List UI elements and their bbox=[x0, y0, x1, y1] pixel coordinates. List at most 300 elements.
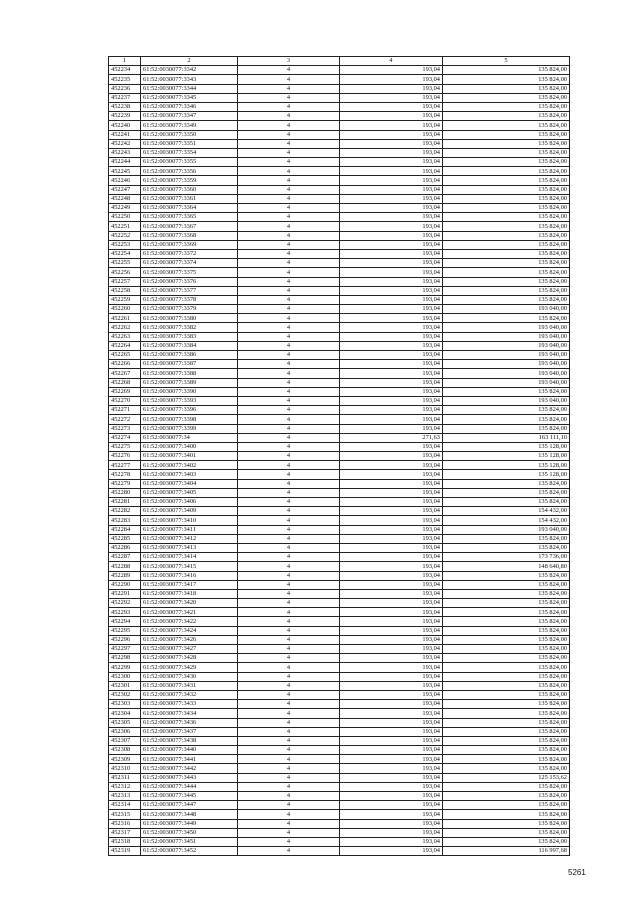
value-cell: 135 824,00 bbox=[443, 498, 570, 507]
value-cell: 193 040,00 bbox=[443, 341, 570, 350]
code-cell: 4 bbox=[238, 176, 340, 185]
row-number-cell: 452281 bbox=[109, 498, 141, 507]
table-row bbox=[109, 323, 570, 332]
table-row bbox=[109, 645, 570, 654]
value-cell: 193 040,00 bbox=[443, 305, 570, 314]
row-number-cell: 452267 bbox=[109, 369, 141, 378]
area-cell: 193,04 bbox=[340, 736, 443, 745]
cadastral-number-cell: 61:52:0030077:3427 bbox=[141, 645, 238, 654]
code-cell: 4 bbox=[238, 562, 340, 571]
area-cell: 193,04 bbox=[340, 571, 443, 580]
row-number-cell: 452237 bbox=[109, 93, 141, 102]
code-cell: 4 bbox=[238, 84, 340, 93]
table-row bbox=[109, 139, 570, 148]
table-row bbox=[109, 700, 570, 709]
cadastral-number-cell: 61:52:0030077:3437 bbox=[141, 727, 238, 736]
row-number-cell: 452316 bbox=[109, 819, 141, 828]
row-number-cell: 452279 bbox=[109, 479, 141, 488]
column-header-4: 4 bbox=[340, 57, 443, 66]
code-cell: 4 bbox=[238, 479, 340, 488]
row-number-cell: 452317 bbox=[109, 828, 141, 837]
cadastral-number-cell: 61:52:0030077:3377 bbox=[141, 286, 238, 295]
row-number-cell: 452235 bbox=[109, 75, 141, 84]
row-number-cell: 452256 bbox=[109, 268, 141, 277]
value-cell: 135 824,00 bbox=[443, 782, 570, 791]
code-cell: 4 bbox=[238, 424, 340, 433]
row-number-cell: 452254 bbox=[109, 249, 141, 258]
row-number-cell: 452250 bbox=[109, 213, 141, 222]
value-cell: 135 824,00 bbox=[443, 277, 570, 286]
cadastral-number-cell: 61:52:0030077:3384 bbox=[141, 341, 238, 350]
row-number-cell: 452301 bbox=[109, 681, 141, 690]
value-cell: 135 824,00 bbox=[443, 718, 570, 727]
cadastral-number-cell: 61:52:0030077:3448 bbox=[141, 810, 238, 819]
code-cell: 4 bbox=[238, 782, 340, 791]
row-number-cell: 452305 bbox=[109, 718, 141, 727]
code-cell: 4 bbox=[238, 580, 340, 589]
area-cell: 193,04 bbox=[340, 93, 443, 102]
table-row bbox=[109, 277, 570, 286]
value-cell: 193 040,00 bbox=[443, 369, 570, 378]
row-number-cell: 452284 bbox=[109, 525, 141, 534]
value-cell: 135 824,00 bbox=[443, 268, 570, 277]
value-cell: 193 040,00 bbox=[443, 332, 570, 341]
cadastral-number-cell: 61:52:0030077:3412 bbox=[141, 534, 238, 543]
area-cell: 193,04 bbox=[340, 837, 443, 846]
row-number-cell: 452291 bbox=[109, 589, 141, 598]
value-cell: 135 824,00 bbox=[443, 295, 570, 304]
row-number-cell: 452290 bbox=[109, 580, 141, 589]
code-cell: 4 bbox=[238, 277, 340, 286]
value-cell: 135 824,00 bbox=[443, 66, 570, 75]
code-cell: 4 bbox=[238, 672, 340, 681]
cadastral-number-cell: 61:52:0030077:3343 bbox=[141, 75, 238, 84]
row-number-cell: 452255 bbox=[109, 259, 141, 268]
value-cell: 135 824,00 bbox=[443, 801, 570, 810]
row-number-cell: 452248 bbox=[109, 194, 141, 203]
code-cell: 4 bbox=[238, 259, 340, 268]
cadastral-number-cell: 61:52:0030077:3406 bbox=[141, 498, 238, 507]
value-cell: 135 824,00 bbox=[443, 75, 570, 84]
table-row bbox=[109, 837, 570, 846]
code-cell: 4 bbox=[238, 589, 340, 598]
value-cell: 135 824,00 bbox=[443, 571, 570, 580]
area-cell: 193,04 bbox=[340, 681, 443, 690]
area-cell: 193,04 bbox=[340, 231, 443, 240]
row-number-cell: 452276 bbox=[109, 452, 141, 461]
code-cell: 4 bbox=[238, 819, 340, 828]
value-cell: 135 824,00 bbox=[443, 543, 570, 552]
cadastral-number-cell: 61:52:0030077:3350 bbox=[141, 130, 238, 139]
table-row bbox=[109, 617, 570, 626]
code-cell: 4 bbox=[238, 755, 340, 764]
table-row bbox=[109, 562, 570, 571]
cadastral-number-cell: 61:52:0030077:3405 bbox=[141, 488, 238, 497]
row-number-cell: 452319 bbox=[109, 847, 141, 856]
value-cell: 135 128,00 bbox=[443, 452, 570, 461]
row-number-cell: 452253 bbox=[109, 240, 141, 249]
row-number-cell: 452311 bbox=[109, 773, 141, 782]
area-cell: 193,04 bbox=[340, 810, 443, 819]
table-row bbox=[109, 461, 570, 470]
value-cell: 135 824,00 bbox=[443, 130, 570, 139]
area-cell: 193,04 bbox=[340, 442, 443, 451]
table-row bbox=[109, 654, 570, 663]
row-number-cell: 452274 bbox=[109, 433, 141, 442]
cadastral-number-cell: 61:52:0030077:3399 bbox=[141, 424, 238, 433]
area-cell: 193,04 bbox=[340, 139, 443, 148]
code-cell: 4 bbox=[238, 369, 340, 378]
area-cell: 193,04 bbox=[340, 332, 443, 341]
cadastral-number-cell: 61:52:0030077:3451 bbox=[141, 837, 238, 846]
cadastral-number-cell: 61:52:0030077:3404 bbox=[141, 479, 238, 488]
area-cell: 193,04 bbox=[340, 608, 443, 617]
table-row bbox=[109, 341, 570, 350]
code-cell: 4 bbox=[238, 268, 340, 277]
area-cell: 193,04 bbox=[340, 801, 443, 810]
code-cell: 4 bbox=[238, 690, 340, 699]
cadastral-number-cell: 61:52:0030077:3354 bbox=[141, 148, 238, 157]
value-cell: 135 824,00 bbox=[443, 314, 570, 323]
table-body bbox=[109, 66, 570, 856]
code-cell: 4 bbox=[238, 654, 340, 663]
code-cell: 4 bbox=[238, 488, 340, 497]
table-row bbox=[109, 240, 570, 249]
table-row bbox=[109, 801, 570, 810]
value-cell: 135 824,00 bbox=[443, 148, 570, 157]
area-cell: 193,04 bbox=[340, 240, 443, 249]
code-cell: 4 bbox=[238, 516, 340, 525]
area-cell: 193,04 bbox=[340, 782, 443, 791]
code-cell: 4 bbox=[238, 415, 340, 424]
cadastral-number-cell: 61:52:0030077:3431 bbox=[141, 681, 238, 690]
value-cell: 135 128,00 bbox=[443, 442, 570, 451]
column-header-2: 2 bbox=[141, 57, 238, 66]
row-number-cell: 452289 bbox=[109, 571, 141, 580]
code-cell: 4 bbox=[238, 139, 340, 148]
value-cell: 135 824,00 bbox=[443, 406, 570, 415]
table-row bbox=[109, 755, 570, 764]
code-cell: 4 bbox=[238, 102, 340, 111]
area-cell: 193,04 bbox=[340, 672, 443, 681]
value-cell: 135 824,00 bbox=[443, 645, 570, 654]
cadastral-number-cell: 61:52:0030077:3349 bbox=[141, 121, 238, 130]
code-cell: 4 bbox=[238, 599, 340, 608]
row-number-cell: 452313 bbox=[109, 792, 141, 801]
table-row bbox=[109, 369, 570, 378]
table-row bbox=[109, 396, 570, 405]
table-row bbox=[109, 167, 570, 176]
cadastral-number-cell: 61:52:0030077:3379 bbox=[141, 305, 238, 314]
table-row bbox=[109, 727, 570, 736]
code-cell: 4 bbox=[238, 608, 340, 617]
area-cell: 193,04 bbox=[340, 645, 443, 654]
area-cell: 193,04 bbox=[340, 213, 443, 222]
area-cell: 193,04 bbox=[340, 121, 443, 130]
area-cell: 193,04 bbox=[340, 755, 443, 764]
table-row bbox=[109, 580, 570, 589]
code-cell: 4 bbox=[238, 553, 340, 562]
code-cell: 4 bbox=[238, 387, 340, 396]
cadastral-number-cell: 61:52:0030077:3351 bbox=[141, 139, 238, 148]
code-cell: 4 bbox=[238, 498, 340, 507]
cadastral-number-cell: 61:52:0030077:3442 bbox=[141, 764, 238, 773]
cadastral-number-cell: 61:52:0030077:3359 bbox=[141, 176, 238, 185]
area-cell: 193,04 bbox=[340, 268, 443, 277]
area-cell: 193,04 bbox=[340, 130, 443, 139]
area-cell: 193,04 bbox=[340, 185, 443, 194]
table-row bbox=[109, 332, 570, 341]
area-cell: 193,04 bbox=[340, 773, 443, 782]
area-cell: 193,04 bbox=[340, 295, 443, 304]
area-cell: 193,04 bbox=[340, 378, 443, 387]
row-number-cell: 452294 bbox=[109, 617, 141, 626]
table-row bbox=[109, 764, 570, 773]
row-number-cell: 452263 bbox=[109, 332, 141, 341]
area-cell: 193,04 bbox=[340, 562, 443, 571]
area-cell: 193,04 bbox=[340, 194, 443, 203]
row-number-cell: 452300 bbox=[109, 672, 141, 681]
cadastral-number-cell: 61:52:0030077:3347 bbox=[141, 112, 238, 121]
row-number-cell: 452265 bbox=[109, 351, 141, 360]
cadastral-number-cell: 61:52:0030077:3368 bbox=[141, 231, 238, 240]
value-cell: 135 824,00 bbox=[443, 736, 570, 745]
cadastral-number-cell: 61:52:0030077:3410 bbox=[141, 516, 238, 525]
area-cell: 193,04 bbox=[340, 580, 443, 589]
value-cell: 135 824,00 bbox=[443, 599, 570, 608]
cadastral-number-cell: 61:52:0030077:3438 bbox=[141, 736, 238, 745]
value-cell: 135 824,00 bbox=[443, 700, 570, 709]
row-number-cell: 452277 bbox=[109, 461, 141, 470]
table-row bbox=[109, 295, 570, 304]
value-cell: 135 824,00 bbox=[443, 249, 570, 258]
area-cell: 193,04 bbox=[340, 369, 443, 378]
row-number-cell: 452282 bbox=[109, 507, 141, 516]
code-cell: 4 bbox=[238, 121, 340, 130]
area-cell: 193,04 bbox=[340, 148, 443, 157]
code-cell: 4 bbox=[238, 525, 340, 534]
value-cell: 135 824,00 bbox=[443, 709, 570, 718]
area-cell: 193,04 bbox=[340, 406, 443, 415]
value-cell: 135 824,00 bbox=[443, 259, 570, 268]
cadastral-number-cell: 61:52:0030077:3402 bbox=[141, 461, 238, 470]
table-row bbox=[109, 819, 570, 828]
value-cell: 135 824,00 bbox=[443, 580, 570, 589]
row-number-cell: 452297 bbox=[109, 645, 141, 654]
code-cell: 4 bbox=[238, 433, 340, 442]
row-number-cell: 452270 bbox=[109, 396, 141, 405]
row-number-cell: 452288 bbox=[109, 562, 141, 571]
cadastral-number-cell: 61:52:0030077:3360 bbox=[141, 185, 238, 194]
cadastral-number-cell: 61:52:0030077:3369 bbox=[141, 240, 238, 249]
area-cell: 193,04 bbox=[340, 84, 443, 93]
value-cell: 135 824,00 bbox=[443, 810, 570, 819]
value-cell: 135 824,00 bbox=[443, 837, 570, 846]
code-cell: 4 bbox=[238, 792, 340, 801]
row-number-cell: 452244 bbox=[109, 158, 141, 167]
value-cell: 135 824,00 bbox=[443, 424, 570, 433]
value-cell: 135 824,00 bbox=[443, 672, 570, 681]
value-cell: 135 824,00 bbox=[443, 589, 570, 598]
value-cell: 135 824,00 bbox=[443, 764, 570, 773]
area-cell: 193,04 bbox=[340, 158, 443, 167]
table-row bbox=[109, 415, 570, 424]
code-cell: 4 bbox=[238, 442, 340, 451]
table-row bbox=[109, 516, 570, 525]
value-cell: 163 111,10 bbox=[443, 433, 570, 442]
row-number-cell: 452280 bbox=[109, 488, 141, 497]
table-row bbox=[109, 635, 570, 644]
area-cell: 193,04 bbox=[340, 222, 443, 231]
page-number: 5261 bbox=[568, 868, 586, 877]
table-row bbox=[109, 378, 570, 387]
table-row bbox=[109, 158, 570, 167]
code-cell: 4 bbox=[238, 828, 340, 837]
area-cell: 271,63 bbox=[340, 433, 443, 442]
table-row bbox=[109, 387, 570, 396]
row-number-cell: 452318 bbox=[109, 837, 141, 846]
row-number-cell: 452262 bbox=[109, 323, 141, 332]
row-number-cell: 452307 bbox=[109, 736, 141, 745]
area-cell: 193,04 bbox=[340, 543, 443, 552]
cadastral-number-cell: 61:52:0030077:3375 bbox=[141, 268, 238, 277]
code-cell: 4 bbox=[238, 645, 340, 654]
table-row bbox=[109, 470, 570, 479]
value-cell: 135 824,00 bbox=[443, 415, 570, 424]
value-cell: 135 128,00 bbox=[443, 470, 570, 479]
row-number-cell: 452285 bbox=[109, 534, 141, 543]
code-cell: 4 bbox=[238, 194, 340, 203]
area-cell: 193,04 bbox=[340, 387, 443, 396]
area-cell: 193,04 bbox=[340, 718, 443, 727]
code-cell: 4 bbox=[238, 663, 340, 672]
cadastral-number-cell: 61:52:0030077:3415 bbox=[141, 562, 238, 571]
table-row bbox=[109, 360, 570, 369]
code-cell: 4 bbox=[238, 617, 340, 626]
table-row bbox=[109, 736, 570, 745]
cadastral-number-cell: 61:52:0030077:3364 bbox=[141, 204, 238, 213]
cadastral-number-cell: 61:52:0030077:3430 bbox=[141, 672, 238, 681]
row-number-cell: 452234 bbox=[109, 66, 141, 75]
code-cell: 4 bbox=[238, 635, 340, 644]
value-cell: 135 824,00 bbox=[443, 828, 570, 837]
row-number-cell: 452239 bbox=[109, 112, 141, 121]
value-cell: 135 824,00 bbox=[443, 635, 570, 644]
area-cell: 193,04 bbox=[340, 424, 443, 433]
row-number-cell: 452247 bbox=[109, 185, 141, 194]
area-cell: 193,04 bbox=[340, 847, 443, 856]
row-number-cell: 452302 bbox=[109, 690, 141, 699]
value-cell: 193 040,00 bbox=[443, 323, 570, 332]
table-row bbox=[109, 534, 570, 543]
value-cell: 135 824,00 bbox=[443, 93, 570, 102]
table-row bbox=[109, 148, 570, 157]
code-cell: 4 bbox=[238, 130, 340, 139]
code-cell: 4 bbox=[238, 764, 340, 773]
cadastral-number-cell: 61:52:0030077:3447 bbox=[141, 801, 238, 810]
row-number-cell: 452242 bbox=[109, 139, 141, 148]
area-cell: 193,04 bbox=[340, 700, 443, 709]
row-number-cell: 452241 bbox=[109, 130, 141, 139]
cadastral-number-cell: 61:52:0030077:3372 bbox=[141, 249, 238, 258]
table-row bbox=[109, 204, 570, 213]
value-cell: 135 824,00 bbox=[443, 488, 570, 497]
value-cell: 135 824,00 bbox=[443, 222, 570, 231]
value-cell: 193 040,00 bbox=[443, 360, 570, 369]
row-number-cell: 452269 bbox=[109, 387, 141, 396]
row-number-cell: 452268 bbox=[109, 378, 141, 387]
value-cell: 125 153,62 bbox=[443, 773, 570, 782]
table-row bbox=[109, 847, 570, 856]
value-cell: 193 040,00 bbox=[443, 525, 570, 534]
value-cell: 135 824,00 bbox=[443, 479, 570, 488]
table-row bbox=[109, 213, 570, 222]
area-cell: 193,04 bbox=[340, 452, 443, 461]
table-row bbox=[109, 84, 570, 93]
code-cell: 4 bbox=[238, 543, 340, 552]
table-row bbox=[109, 442, 570, 451]
value-cell: 135 128,00 bbox=[443, 461, 570, 470]
code-cell: 4 bbox=[238, 314, 340, 323]
cadastral-number-cell: 61:52:0030077:3414 bbox=[141, 553, 238, 562]
area-cell: 193,04 bbox=[340, 654, 443, 663]
table-row bbox=[109, 121, 570, 130]
cadastral-number-cell: 61:52:0030077:3411 bbox=[141, 525, 238, 534]
area-cell: 193,04 bbox=[340, 277, 443, 286]
code-cell: 4 bbox=[238, 727, 340, 736]
table-row bbox=[109, 314, 570, 323]
row-number-cell: 452273 bbox=[109, 424, 141, 433]
area-cell: 193,04 bbox=[340, 746, 443, 755]
data-table bbox=[108, 56, 570, 856]
table-row bbox=[109, 130, 570, 139]
cadastral-number-cell: 61:52:0030077:3361 bbox=[141, 194, 238, 203]
cadastral-number-cell: 61:52:0030077:3428 bbox=[141, 654, 238, 663]
code-cell: 4 bbox=[238, 360, 340, 369]
value-cell: 154 432,00 bbox=[443, 516, 570, 525]
value-cell: 135 824,00 bbox=[443, 690, 570, 699]
cadastral-number-cell: 61:52:0030077:3342 bbox=[141, 66, 238, 75]
row-number-cell: 452315 bbox=[109, 810, 141, 819]
table-row bbox=[109, 589, 570, 598]
table-row bbox=[109, 488, 570, 497]
code-cell: 4 bbox=[238, 470, 340, 479]
document-page bbox=[108, 56, 569, 856]
cadastral-number-cell: 61:52:0030077:3434 bbox=[141, 709, 238, 718]
cadastral-number-cell: 61:52:0030077:3365 bbox=[141, 213, 238, 222]
row-number-cell: 452257 bbox=[109, 277, 141, 286]
cadastral-number-cell: 61:52:0030077:3387 bbox=[141, 360, 238, 369]
row-number-cell: 452303 bbox=[109, 700, 141, 709]
cadastral-number-cell: 61:52:0030077:3445 bbox=[141, 792, 238, 801]
area-cell: 193,04 bbox=[340, 102, 443, 111]
cadastral-number-cell: 61:52:0030077:3413 bbox=[141, 543, 238, 552]
row-number-cell: 452246 bbox=[109, 176, 141, 185]
table-row bbox=[109, 498, 570, 507]
value-cell: 135 824,00 bbox=[443, 819, 570, 828]
value-cell: 135 824,00 bbox=[443, 112, 570, 121]
row-number-cell: 452304 bbox=[109, 709, 141, 718]
table-row bbox=[109, 782, 570, 791]
row-number-cell: 452308 bbox=[109, 746, 141, 755]
table-row bbox=[109, 259, 570, 268]
value-cell: 135 824,00 bbox=[443, 626, 570, 635]
code-cell: 4 bbox=[238, 305, 340, 314]
cadastral-number-cell: 61:52:0030077:3440 bbox=[141, 746, 238, 755]
area-cell: 193,04 bbox=[340, 498, 443, 507]
table-row bbox=[109, 525, 570, 534]
table-row bbox=[109, 709, 570, 718]
